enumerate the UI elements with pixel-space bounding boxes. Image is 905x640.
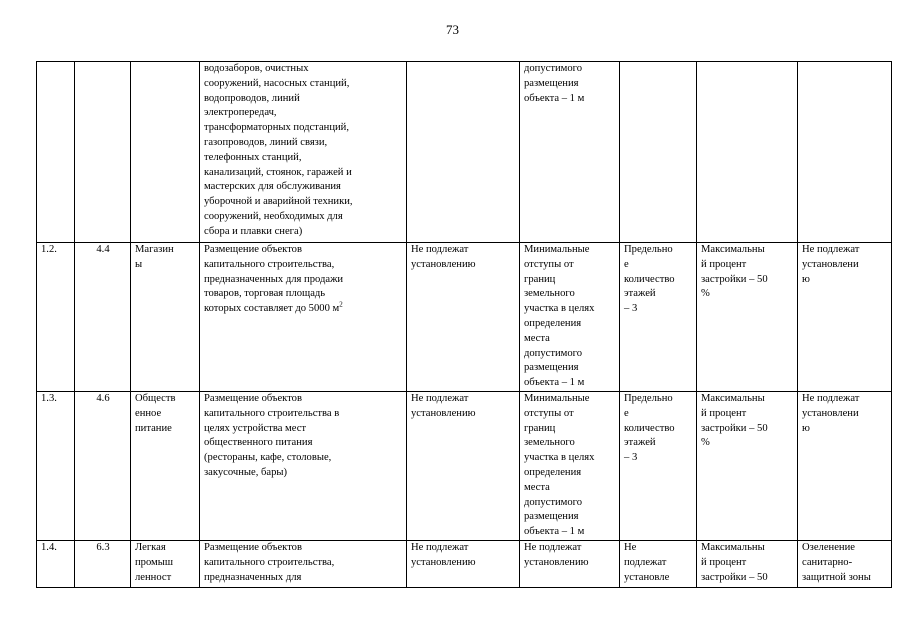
cell-text: закусочные, бары): [204, 466, 288, 478]
cell-text: установлению: [411, 258, 476, 270]
coverage-percent-cell: [697, 540, 798, 587]
cell-text: й процент: [701, 407, 747, 419]
classifier-code-cell: [75, 540, 131, 587]
cell-text-line: [624, 243, 693, 258]
cell-text: водопроводов, линий: [204, 92, 300, 104]
cell-text: сооружений, необходимых для: [204, 210, 343, 222]
table-row: [37, 243, 892, 392]
cell-text: этажей: [624, 288, 656, 300]
use-type-name-cell: [131, 391, 200, 540]
cell-text-line: [802, 541, 888, 556]
cell-text-line: [701, 273, 794, 288]
cell-text: телефонных станций,: [204, 151, 302, 163]
cell-text: земельного: [524, 437, 575, 449]
cell-text-line: [624, 273, 693, 288]
use-type-name-cell: [131, 540, 200, 587]
cell-text-line: [624, 258, 693, 273]
cell-text: – 3: [624, 452, 638, 464]
cell-text: Минимальные: [524, 244, 590, 255]
cell-text-line: [411, 541, 516, 556]
use-description-cell: [200, 62, 407, 243]
cell-text: общественного питания: [204, 437, 313, 449]
cell-text-line: [524, 258, 616, 273]
cell-text-line: [204, 392, 403, 407]
cell-text-line: [524, 77, 616, 92]
cell-text-line: [204, 287, 403, 302]
cell-text: допустимого: [524, 347, 583, 359]
cell-text: Предельно: [624, 392, 673, 404]
cell-text-line: [802, 392, 888, 407]
cell-text-line: [204, 556, 403, 571]
cell-text-line: [135, 258, 196, 273]
cell-text: Не подлежат: [411, 392, 469, 404]
cell-text-line: [524, 422, 616, 437]
cell-text: определения: [524, 466, 582, 478]
cell-text: количество: [624, 273, 675, 285]
row-number-cell: [37, 540, 75, 587]
land-use-regulations-table: [36, 61, 892, 588]
cell-text: установлению: [411, 407, 476, 419]
cell-text: 1.4.: [41, 541, 57, 553]
cell-text-line: [204, 180, 403, 195]
floors-limit-cell: [620, 391, 697, 540]
cell-text: отступы от: [524, 407, 574, 419]
cell-text: – 3: [624, 303, 638, 315]
cell-text: Легкая: [135, 541, 166, 553]
cell-text-line: [524, 347, 616, 362]
cell-text: е: [624, 407, 629, 419]
cell-text-line: [701, 258, 794, 273]
cell-text-line: [204, 422, 403, 437]
setbacks-cell: [520, 540, 620, 587]
cell-text-line: [524, 273, 616, 288]
cell-text: Не подлежат: [411, 541, 469, 553]
cell-text-line: [204, 136, 403, 151]
cell-text: земельного: [524, 288, 575, 300]
cell-text: водозаборов, очистных: [204, 63, 309, 74]
cell-text: капитального строительства в: [204, 407, 340, 419]
cell-text: места: [524, 332, 550, 344]
cell-text: %: [701, 437, 710, 449]
cell-text: количество: [624, 422, 675, 434]
cell-text-line: [624, 556, 693, 571]
cell-text-line: [204, 151, 403, 166]
cell-text-line: [135, 571, 196, 586]
cell-text: (рестораны, кафе, столовые,: [204, 452, 332, 464]
cell-text-line: [135, 422, 196, 437]
cell-text-line: [624, 287, 693, 302]
cell-text: установлению: [411, 556, 476, 568]
cell-text-line: [135, 541, 196, 556]
cell-text: установлени: [802, 258, 859, 270]
cell-text-line: [524, 332, 616, 347]
cell-text: капитального строительства,: [204, 556, 335, 568]
cell-text-line: [701, 407, 794, 422]
plot-size-cell: [407, 62, 520, 243]
cell-text: санитарно-: [802, 556, 853, 568]
cell-text-line: [204, 210, 403, 225]
cell-text-line: [524, 361, 616, 376]
cell-text: застройки – 50: [701, 571, 768, 583]
cell-text: уборочной и аварийной техники,: [204, 196, 353, 208]
cell-text: трансформаторных подстанций,: [204, 122, 349, 134]
cell-text: установлению: [524, 556, 589, 568]
table-row: [37, 62, 892, 243]
floors-limit-cell: [620, 243, 697, 392]
floors-limit-cell: [620, 540, 697, 587]
cell-text: Не: [624, 541, 637, 553]
cell-text-line: [204, 258, 403, 273]
cell-text-line: [624, 436, 693, 451]
plot-size-cell: [407, 391, 520, 540]
cell-text: установлени: [802, 407, 859, 419]
cell-text-line: [524, 466, 616, 481]
setbacks-cell: [520, 62, 620, 243]
cell-text: газопроводов, линий связи,: [204, 136, 328, 148]
cell-text-line: [701, 243, 794, 258]
cell-text: отступы от: [524, 258, 574, 270]
cell-text-line: [524, 92, 616, 107]
cell-text: границ: [524, 273, 556, 285]
coverage-percent-cell: [697, 62, 798, 243]
setbacks-cell: [520, 243, 620, 392]
cell-text-line: [204, 106, 403, 121]
cell-text-line: [135, 243, 196, 258]
cell-text: определения: [524, 317, 582, 329]
cell-text-line: [701, 541, 794, 556]
cell-text: допустимого: [524, 496, 583, 508]
cell-text-line: [524, 496, 616, 511]
cell-text: которых составляет до 5000 м: [204, 303, 340, 315]
cell-text: Размещение объектов: [204, 392, 302, 404]
plot-size-cell: [407, 540, 520, 587]
cell-text: Не подлежат: [802, 392, 860, 404]
cell-text: размещения: [524, 511, 579, 523]
cell-text: енное: [135, 407, 162, 419]
floors-limit-cell: [620, 62, 697, 243]
cell-text-line: [204, 243, 403, 258]
cell-text-line: [624, 422, 693, 437]
use-type-name-cell: [131, 243, 200, 392]
cell-text: размещения: [524, 362, 579, 374]
cell-text-line: [524, 481, 616, 496]
cell-text: Максимальны: [701, 244, 765, 255]
cell-text-line: [204, 273, 403, 288]
cell-text-line: [204, 436, 403, 451]
cell-text-line: [204, 302, 403, 317]
cell-text: капитального строительства,: [204, 258, 335, 270]
cell-text-line: [204, 195, 403, 210]
cell-text: товаров, торговая площадь: [204, 288, 326, 300]
cell-text: Не подлежат: [411, 244, 469, 255]
row-number-cell: [37, 62, 75, 243]
cell-text: целях устройства мест: [204, 422, 307, 434]
use-description-cell: [200, 243, 407, 392]
cell-text: ленност: [135, 571, 172, 583]
cell-text-line: [524, 525, 616, 540]
cell-text: ю: [802, 273, 810, 285]
cell-text-line: [524, 407, 616, 422]
cell-text-line: [204, 225, 403, 240]
cell-text: 6.3: [96, 541, 110, 553]
coverage-percent-cell: [697, 243, 798, 392]
page-number: 73: [446, 22, 459, 37]
cell-text: сбора и плавки снега): [204, 225, 303, 237]
cell-text: участка в целях: [524, 452, 595, 464]
cell-text: Предельно: [624, 244, 673, 255]
superscript: 2: [339, 300, 343, 309]
cell-text-line: [135, 392, 196, 407]
cell-text-line: [135, 407, 196, 422]
cell-text: 4.4: [96, 244, 110, 255]
cell-text: границ: [524, 422, 556, 434]
row-number-cell: [37, 243, 75, 392]
cell-text: Обществ: [135, 392, 176, 404]
cell-text: Минимальные: [524, 392, 590, 404]
cell-text: канализаций, стоянок, гаражей и: [204, 166, 352, 178]
cell-text: застройки – 50: [701, 422, 768, 434]
coverage-percent-cell: [697, 391, 798, 540]
cell-text: Магазин: [135, 244, 174, 255]
cell-text-line: [802, 407, 888, 422]
cell-text-line: [701, 436, 794, 451]
other-params-cell: [798, 540, 892, 587]
other-params-cell: [798, 391, 892, 540]
cell-text: Максимальны: [701, 392, 765, 404]
cell-text-line: [624, 392, 693, 407]
cell-text-line: [135, 556, 196, 571]
cell-text-line: [524, 556, 616, 571]
other-params-cell: [798, 62, 892, 243]
cell-text-line: [524, 302, 616, 317]
table-row: [37, 540, 892, 587]
cell-text: ы: [135, 258, 143, 270]
cell-text-line: [624, 451, 693, 466]
cell-text: й процент: [701, 556, 747, 568]
cell-text-line: [411, 243, 516, 258]
cell-text: этажей: [624, 437, 656, 449]
cell-text: предназначенных для: [204, 571, 302, 583]
cell-text-line: [802, 243, 888, 258]
cell-text: Размещение объектов: [204, 541, 302, 553]
cell-text-line: [204, 541, 403, 556]
use-type-name-cell: [131, 62, 200, 243]
cell-text-line: [624, 541, 693, 556]
cell-text: электропередач,: [204, 107, 277, 119]
cell-text-line: [524, 376, 616, 391]
cell-text: допустимого: [524, 63, 583, 74]
cell-text: мастерских для обслуживания: [204, 181, 341, 193]
classifier-code-cell: [75, 391, 131, 540]
cell-text-line: [802, 422, 888, 437]
cell-text: места: [524, 481, 550, 493]
cell-text: й процент: [701, 258, 747, 270]
cell-text-line: [524, 541, 616, 556]
use-description-cell: [200, 540, 407, 587]
cell-text-line: [411, 258, 516, 273]
cell-text-line: [802, 556, 888, 571]
cell-text-line: [802, 273, 888, 288]
table-row: [37, 391, 892, 540]
cell-text-line: [204, 571, 403, 586]
cell-text-line: [701, 392, 794, 407]
cell-text: защитной зоны: [802, 571, 871, 583]
cell-text-line: [204, 466, 403, 481]
cell-text: участка в целях: [524, 303, 595, 315]
cell-text: 4.6: [96, 392, 110, 404]
cell-text-line: [624, 302, 693, 317]
cell-text-line: [524, 317, 616, 332]
cell-text-line: [411, 392, 516, 407]
cell-text-line: [802, 571, 888, 586]
classifier-code-cell: [75, 62, 131, 243]
cell-text-line: [524, 287, 616, 302]
cell-text: ю: [802, 422, 810, 434]
cell-text: 1.3.: [41, 392, 57, 404]
cell-text: установле: [624, 571, 670, 583]
cell-text-line: [524, 510, 616, 525]
cell-text-line: [204, 407, 403, 422]
cell-text-line: [701, 556, 794, 571]
setbacks-cell: [520, 391, 620, 540]
cell-text-line: [802, 258, 888, 273]
cell-text: Озеленение: [802, 541, 855, 553]
cell-text-line: [524, 451, 616, 466]
cell-text-line: [204, 121, 403, 136]
cell-text: питание: [135, 422, 172, 434]
cell-text: е: [624, 258, 629, 270]
cell-text: %: [701, 288, 710, 300]
cell-text-line: [701, 287, 794, 302]
plot-size-cell: [407, 243, 520, 392]
cell-text-line: [524, 392, 616, 407]
cell-text: объекта – 1 м: [524, 92, 585, 104]
cell-text-line: [204, 451, 403, 466]
cell-text-line: [524, 62, 616, 77]
other-params-cell: [798, 243, 892, 392]
cell-text-line: [524, 243, 616, 258]
cell-text: объекта – 1 м: [524, 526, 585, 538]
cell-text-line: [624, 407, 693, 422]
cell-text: подлежат: [624, 556, 667, 568]
row-number-cell: [37, 391, 75, 540]
cell-text-line: [701, 422, 794, 437]
cell-text-line: [204, 62, 403, 77]
cell-text-line: [411, 407, 516, 422]
cell-text: размещения: [524, 77, 579, 89]
cell-text: сооружений, насосных станций,: [204, 77, 350, 89]
cell-text: Не подлежат: [524, 541, 582, 553]
cell-text: 1.2.: [41, 244, 57, 255]
cell-text-line: [204, 92, 403, 107]
cell-text-line: [624, 571, 693, 586]
cell-text: Размещение объектов: [204, 244, 302, 255]
cell-text-line: [204, 166, 403, 181]
cell-text-line: [524, 436, 616, 451]
use-description-cell: [200, 391, 407, 540]
cell-text-line: [204, 77, 403, 92]
cell-text: Не подлежат: [802, 244, 860, 255]
cell-text-line: [411, 556, 516, 571]
classifier-code-cell: [75, 243, 131, 392]
cell-text: застройки – 50: [701, 273, 768, 285]
cell-text: Максимальны: [701, 541, 765, 553]
cell-text-line: [701, 571, 794, 586]
cell-text: предназначенных для продажи: [204, 273, 344, 285]
cell-text: объекта – 1 м: [524, 377, 585, 389]
cell-text: промыш: [135, 556, 174, 568]
